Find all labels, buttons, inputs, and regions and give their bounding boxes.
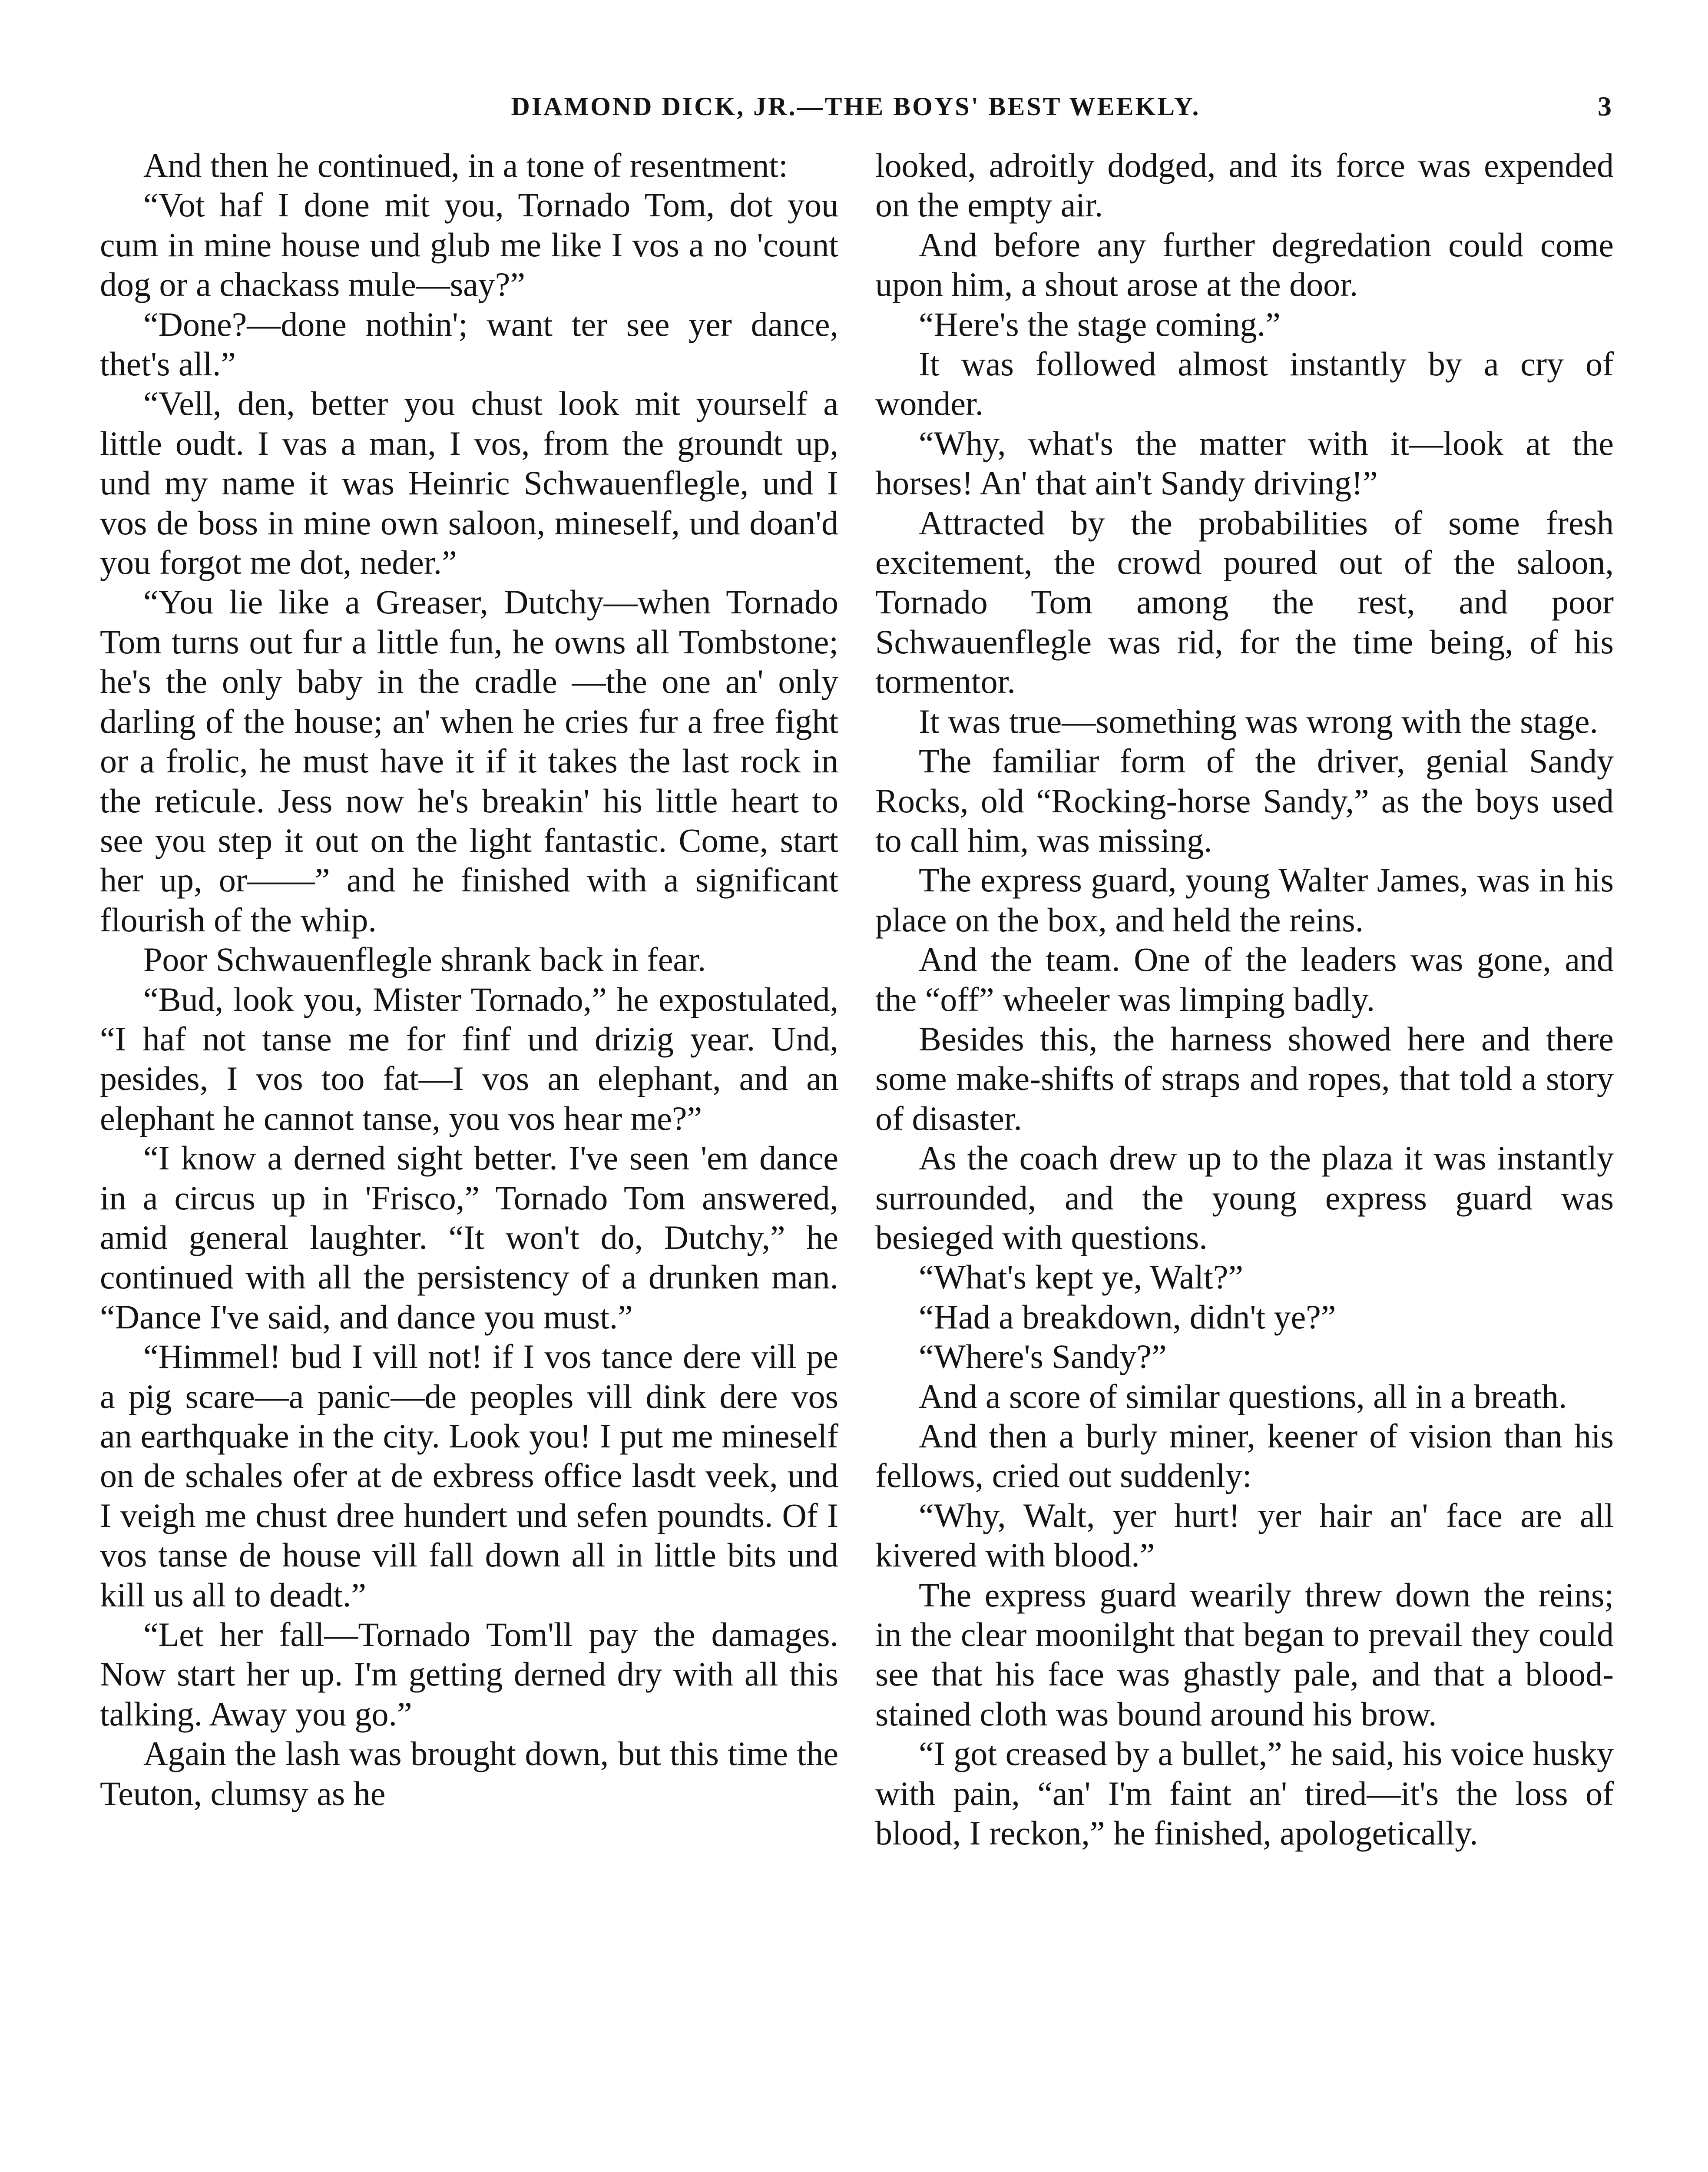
paragraph: “I know a derned sight better. I've seen 'em dance in a circus up in 'Frisco,” Tornado Tom answered, amid general laughter. “It won't do, Dutchy,” he continued with all the persistency of a drunken man. “Dance I've said, and dance you must.” xyxy=(100,1139,838,1336)
paragraph: “Had a breakdown, didn't ye?” xyxy=(919,1298,1336,1336)
page-number: 3 xyxy=(1598,91,1612,122)
paragraph: looked, adroitly dodged, and its force was expended on the empty air. xyxy=(875,146,1614,224)
paragraph: Attracted by the probabilities of some fresh excitement, the crowd poured out of the saloon, Tornado Tom among the rest, and poor Schwauenflegle was rid, for the time being, of his tormentor. xyxy=(875,503,1614,701)
paragraph: And then a burly miner, keener of vision than his fellows, cried out suddenly: xyxy=(875,1417,1614,1495)
paragraph: The express guard wearily threw down the reins; in the clear moonilght that began to prevail they could see that his face was ghastly pale, and that a blood-stained cloth was bound around his brow. xyxy=(875,1576,1614,1733)
paragraph: Again the lash was brought down, but this time the Teuton, clumsy as he xyxy=(100,1735,838,1812)
paragraph: “What's kept ye, Walt?” xyxy=(919,1258,1244,1296)
header-title: DIAMOND DICK, JR.—THE BOYS' BEST WEEKLY. xyxy=(511,92,1201,121)
paragraph: “Let her fall—Tornado Tom'll pay the damages. Now start her up. I'm getting derned dry with all this talking. Away you go.” xyxy=(100,1616,838,1733)
paragraph: “Bud, look you, Mister Tornado,” he expostulated, “I haf not tanse me for finf und drizig year. Und, pesides, I vos too fat—I vos an elephant, and an elephant he cannot tanse, you vos hear me?” xyxy=(100,980,838,1137)
running-header xyxy=(100,87,1612,126)
paragraph: “Where's Sandy?” xyxy=(919,1338,1167,1376)
paragraph: The familiar form of the driver, genial Sandy Rocks, old “Rocking-horse Sandy,” as the boys used to call him, was missing. xyxy=(875,742,1614,859)
paragraph: “Why, what's the matter with it—look at the horses! An' that ain't Sandy driving!” xyxy=(875,424,1614,502)
right-text-column xyxy=(875,146,1614,1853)
paragraph: And the team. One of the leaders was gone, and the “off” wheeler was limping badly. xyxy=(875,940,1614,1018)
paragraph: Besides this, the harness showed here and there some make-shifts of straps and ropes, that told a story of disaster. xyxy=(875,1020,1614,1137)
paragraph: And a score of similar questions, all in a breath. xyxy=(919,1377,1567,1415)
paragraph: “Vell, den, better you chust look mit yourself a little oudt. I vas a man, I vos, from the groundt up, und my name it was Heinric Schwauenflegle, und I vos de boss in mine own saloon, mineself, und doan'd you forgot me dot, neder.” xyxy=(100,384,838,582)
paragraph: As the coach drew up to the plaza it was instantly surrounded, and the young express guard was besieged with questions. xyxy=(875,1139,1614,1256)
paragraph: “You lie like a Greaser, Dutchy—when Tornado Tom turns out fur a little fun, he owns all Tombstone; he's the only baby in the cradle —the one an' only darling of the house; an' when he cries fur a free fight or a frolic, he must have it if it takes the last rock in the reticule. Jess now he's breakin' his little heart to see you step it out on the light fantastic. Come, start her up, or——” and he finished with a significant flourish of the whip. xyxy=(100,583,838,939)
left-text-column xyxy=(100,146,838,1813)
paragraph: “Vot haf I done mit you, Tornado Tom, dot you cum in mine house und glub me like I vos a no 'count dog or a chackass mule—say?” xyxy=(100,186,838,304)
paragraph: And then he continued, in a tone of resentment: xyxy=(143,146,788,184)
paragraph: And before any further degredation could come upon him, a shout arose at the door. xyxy=(875,225,1614,304)
paragraph: “Here's the stage coming.” xyxy=(919,305,1281,343)
paragraph: The express guard, young Walter James, was in his place on the box, and held the reins. xyxy=(875,861,1614,939)
paragraph: Poor Schwauenflegle shrank back in fear. xyxy=(143,940,706,979)
paragraph: “Himmel! bud I vill not! if I vos tance dere vill pe a pig scare—a panic—de peoples vill dink dere vos an earthquake in the city. Look you! I put me mineself on de schales ofer at de exbress office lasdt veek, und I veigh me chust dree hundert und sefen poundts. Of I vos tanse de house vill fall down all in little bits und kill us all to deadt.” xyxy=(100,1338,838,1614)
paragraph: It was followed almost instantly by a cry of wonder. xyxy=(875,345,1614,423)
paragraph: “I got creased by a bullet,” he said, his voice husky with pain, “an' I'm faint an' tired—it's the loss of blood, I reckon,” he finished, apologetically. xyxy=(875,1735,1614,1852)
paragraph: “Done?—done nothin'; want ter see yer dance, thet's all.” xyxy=(100,305,838,383)
paragraph: It was true—something was wrong with the stage. xyxy=(919,702,1599,740)
paragraph: “Why, Walt, yer hurt! yer hair an' face are all kivered with blood.” xyxy=(875,1496,1614,1574)
